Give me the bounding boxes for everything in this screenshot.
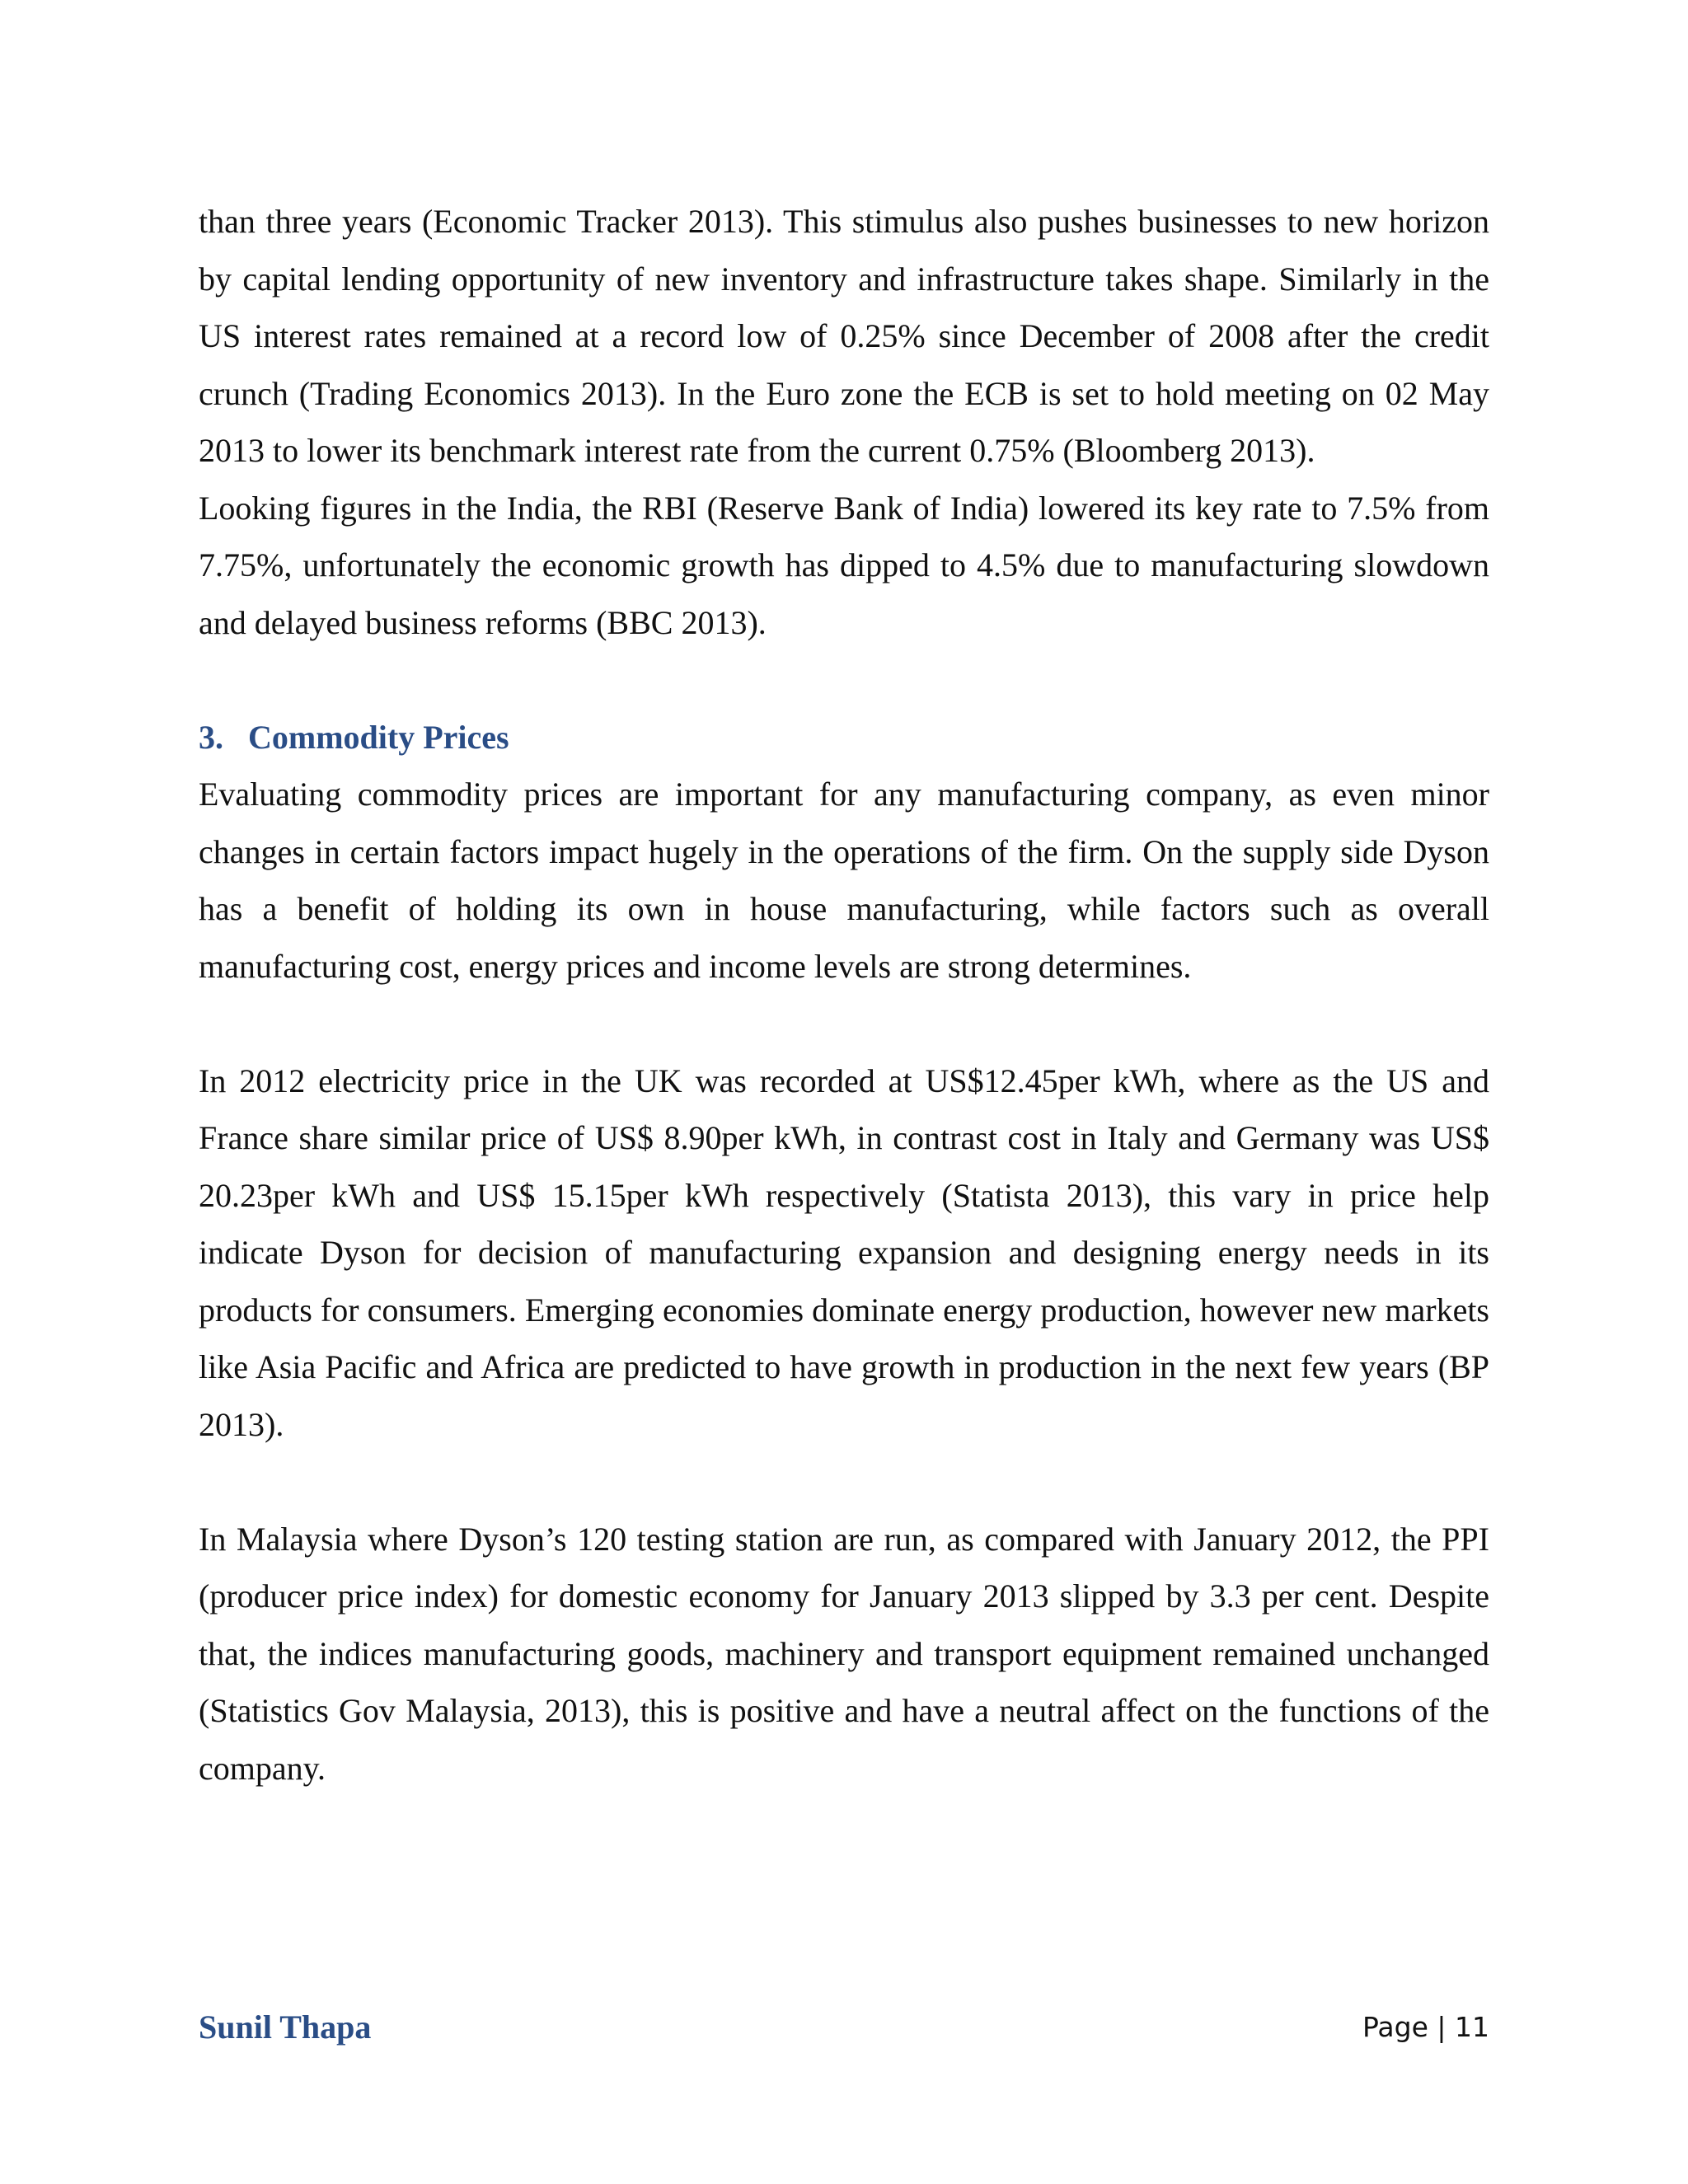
page-number: Page | 11 <box>1362 2011 1489 2043</box>
spacer <box>199 1453 1489 1511</box>
paragraph-india: Looking figures in the India, the RBI (Reserve Bank of India) lowered its key rate to 7.5% from 7.75%, unfortunately the economic growth has dipped to 4.5% due to manufacturing slowdown and delayed business reforms (BBC 2013). <box>199 489 1489 641</box>
section-number: 3. <box>199 718 223 756</box>
footer-author: Sunil Thapa <box>199 2008 372 2046</box>
paragraph-electricity-prices: In 2012 electricity price in the UK was recorded at US$12.45per kWh, where as the US and France share similar price of US$ 8.90per kWh, in contrast cost in Italy and Germany was US$ 20.23per kWh and US$ 15.15per kWh respectively (Statista 2013), this vary in price help indicate Dyson for decision of manufacturing expansion and designing energy needs in its products for consumers. Emerging economies dominate energy production, however new markets like Asia Pacific and Africa are predicted to have growth in production in the next few years (BP 2013). <box>199 1062 1489 1443</box>
page-content <box>199 193 1489 1797</box>
paragraph-interest-rates: than three years (Economic Tracker 2013). This stimulus also pushes businesses to new horizon by capital lending opportunity of new inventory and infrastructure takes shape. Similarly in the US interest rates remained at a record low of 0.25% since December of 2008 after the credit crunch (Trading Economics 2013). In the Euro zone the ECB is set to hold meeting on 02 May 2013 to lower its benchmark interest rate from the current 0.75% (Bloomberg 2013). <box>199 203 1489 469</box>
section-title: Commodity Prices <box>248 718 509 756</box>
paragraph-malaysia-ppi: In Malaysia where Dyson’s 120 testing station are run, as compared with January 2012, the PPI (producer price index) for domestic economy for January 2013 slipped by 3.3 per cent. Despite that, the indices manufacturing goods, machinery and transport equipment remained unchanged (Statistics Gov Malaysia, 2013), this is positive and have a neutral affect on the functions of the company. <box>199 1520 1489 1787</box>
spacer <box>199 651 1489 709</box>
paragraph-commodity-intro: Evaluating commodity prices are important for any manufacturing company, as even minor changes in certain factors impact hugely in the operations of the firm. On the supply side Dyson has a benefit of holding its own in house manufacturing, while factors such as overall manufacturing cost, energy prices and income levels are strong determines. <box>199 776 1489 985</box>
page-footer <box>199 2003 1489 2052</box>
spacer <box>199 995 1489 1052</box>
section-heading <box>199 709 1489 766</box>
